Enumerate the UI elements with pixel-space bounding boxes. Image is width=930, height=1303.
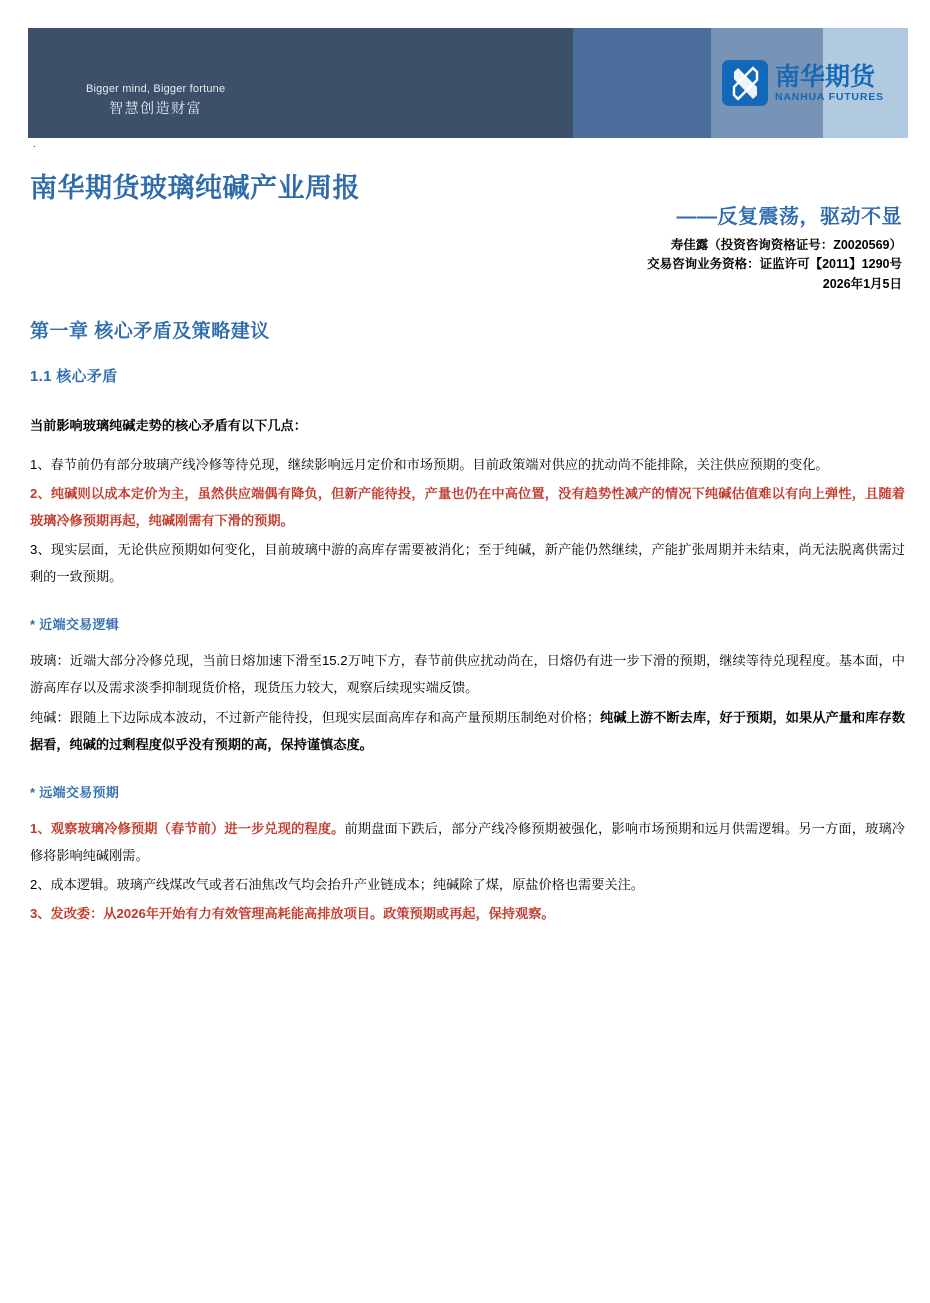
company-slogan [86, 82, 225, 118]
far-term-point-3: 3、发改委：从2026年开始有力有效管理高耗能高排放项目。政策预期或再起，保持观察。 [30, 905, 555, 921]
page-subtitle: ——反复震荡，驱动不显 [676, 206, 902, 228]
far-term-point-1-emphasis: 1、观察玻璃冷修预期（春节前）进一步兑现的程度。 [30, 820, 345, 836]
report-metadata [647, 236, 902, 294]
core-point-1: 1、春节前仍有部分玻璃产线冷修等待兑现，继续影响远月定价和市场预期。目前政策端对供应的扰动尚不能排除，关注供应预期的变化。 [30, 457, 829, 473]
company-logo [722, 60, 884, 106]
report-date: 2026年1月5日 [822, 276, 902, 291]
far-term-point-2: 2、成本逻辑。玻璃产线煤改气或者石油焦改气均会抬升产业链成本；纯碱除了煤，原盐价格也需要关注。 [30, 876, 644, 892]
far-term-point-1-body: 前期盘面下跌后，部分产线冷修预期被强化，影响市场预期和远月供需逻辑。另一方面，玻璃冷修将影响纯碱刚需。 [30, 820, 905, 863]
far-term-point-1 [30, 815, 905, 869]
far-term-expectation-heading: * 远端交易预期 [30, 784, 120, 800]
core-point-3: 3、现实层面，无论供应预期如何变化，目前玻璃中游的高库存需要被消化；至于纯碱，新产能仍然继续，产能扩张周期并未结束，尚无法脱离供需过剩的一致预期。 [30, 542, 905, 585]
logo-wordmark [775, 61, 884, 103]
logo-english-name: NANHUA FUTURES [775, 90, 884, 103]
page-title: 南华期货玻璃纯碱产业周报 [30, 173, 360, 203]
section-heading-1-1: 1.1 核心矛盾 [30, 368, 118, 385]
core-conflict-lead: 当前影响玻璃纯碱走势的核心矛盾有以下几点： [30, 418, 307, 433]
banner-band-2 [573, 28, 711, 138]
nanhua-logo-icon [722, 60, 768, 106]
slogan-chinese: 智慧创造财富 [109, 99, 203, 116]
logo-chinese-name: 南华期货 [775, 61, 876, 91]
chapter-heading: 第一章 核心矛盾及策略建议 [30, 321, 270, 342]
business-license: 交易咨询业务资格：证监许可【2011】1290号 [647, 257, 902, 272]
document-body [30, 316, 905, 929]
near-term-soda-ash [30, 704, 905, 758]
near-term-logic-heading: * 近端交易逻辑 [30, 617, 120, 633]
stray-period-mark: . [33, 139, 36, 150]
core-point-2: 2、纯碱则以成本定价为主，虽然供应端偶有降负，但新产能待投，产量也仍在中高位置，没有趋势性减产的情况下纯碱估值难以有向上弹性，且随着玻璃冷修预期再起，纯碱刚需有下滑的预期。 [30, 486, 905, 529]
near-term-glass: 玻璃：近端大部分冷修兑现，当前日熔加速下滑至15.2万吨下方，春节前供应扰动尚在，日熔仍有进一步下滑的预期，继续等待兑现程度。基本面，中游高库存以及需求淡季抑制现货价格，现货压力较大，观察后续现实端反馈。 [30, 653, 905, 696]
analyst-credentials: 寿佳露（投资咨询资格证号：Z0020569） [670, 238, 902, 252]
near-term-soda-plain: 纯碱：跟随上下边际成本波动，不过新产能待投，但现实层面高库存和高产量预期压制绝对价格； [30, 709, 601, 725]
near-term-soda-bold: 纯碱上游不断去库，好于预期，如果从产量和库存数据看，纯碱的过剩程度似乎没有预期的高，保持谨慎态度。 [30, 709, 906, 752]
slogan-english: Bigger mind, Bigger fortune [86, 83, 226, 95]
